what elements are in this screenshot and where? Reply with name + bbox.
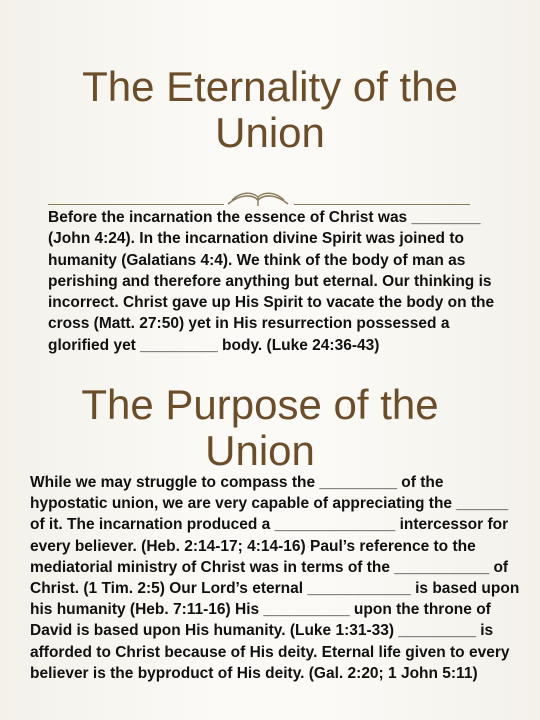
divider-rule-left — [48, 204, 224, 205]
divider-rule-right — [294, 204, 470, 205]
section-body-purpose: While we may struggle to compass the _________ of the hypostatic union, we are very capable of appreciating the ______ of it. The incarnation produced a ______________ intercessor for every believer. (Heb. 2:14-17; 4:14-16) Paul’s reference to the mediatorial ministry of Christ was in terms of the ___________ of Christ. (1 Tim. 2:5) Our Lord’s eternal ____________ is based upon his humanity (Heb. 7:11-16) His __________ upon the throne of David is based upon His humanity. (Luke 1:31-33) _________ is afforded to Christ because of His deity. Eternal life given to every believer is the byproduct of His deity. (Gal. 2:20; 1 John 5:11) — [30, 474, 520, 682]
section-title-purpose: The Purpose of the Union — [81, 381, 439, 474]
section-title-eternality: The Eternality of the Union — [82, 63, 458, 156]
section-body-eternality: Before the incarnation the essence of Christ was ________ (John 4:24). In the incarnation divine Spirit was joined to humanity (Galatians 4:4). We think of the body of man as perishing and therefore anything but eternal. Our thinking is incorrect. Christ gave up His Spirit to vacate the body on the cross (Matt. 27:50) yet in His resurrection possessed a glorified yet _________ body. (Luke 24:36-43) — [48, 209, 495, 354]
